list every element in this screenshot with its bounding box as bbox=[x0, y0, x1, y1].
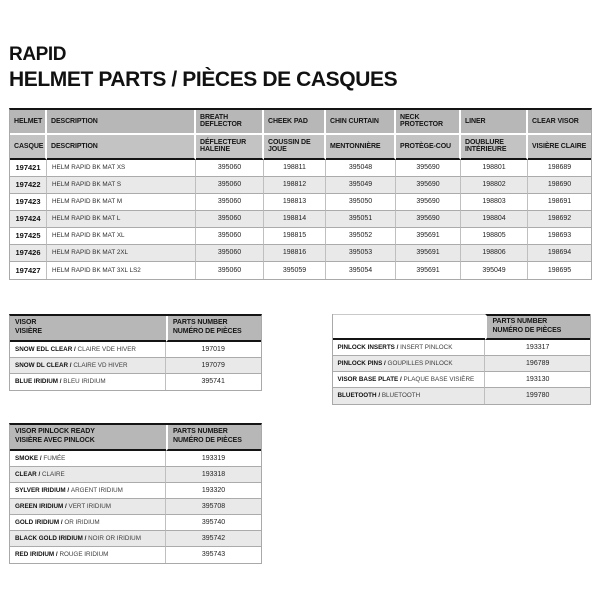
part-label-fr: ROUGE IRIDIUM bbox=[59, 551, 109, 559]
col-header-neck-protector: NECK PROTECTOR bbox=[396, 110, 461, 135]
pinlock-visor-title bbox=[10, 425, 166, 451]
col-header-doublure-interieure: DOUBLURE INTÉRIEURE bbox=[461, 135, 528, 160]
part-label-en: VISOR BASE PLATE bbox=[337, 375, 399, 383]
description-cell: HELM RAPID BK MAT 3XL LS2 bbox=[47, 262, 196, 279]
visor-title-fr: VISIÈRE bbox=[15, 327, 42, 335]
part-label-en: SNOW EDL CLEAR bbox=[15, 345, 73, 353]
part-label-cell bbox=[333, 372, 486, 388]
liner-cell: 198804 bbox=[461, 211, 528, 228]
part-label-cell bbox=[10, 467, 166, 483]
col-header-coussin-de-joue: COUSSIN DE JOUE bbox=[264, 135, 326, 160]
label-separator: / bbox=[82, 534, 89, 542]
label-separator: / bbox=[72, 345, 78, 353]
parts-header-fr: NUMÉRO DE PIÈCES bbox=[173, 436, 242, 444]
label-separator: / bbox=[376, 392, 382, 400]
neck-protector-cell: 395691 bbox=[396, 245, 461, 262]
breath-deflector-cell: 395060 bbox=[196, 160, 264, 177]
part-label-fr: OR IRIDIUM bbox=[64, 518, 100, 526]
chin-curtain-cell: 395051 bbox=[326, 211, 396, 228]
table-row bbox=[10, 245, 591, 262]
liner-cell: 198801 bbox=[461, 160, 528, 177]
pinlock-visor-table bbox=[9, 423, 262, 564]
part-label-fr: INSERT PINLOCK bbox=[400, 343, 453, 351]
part-label-en: CLEAR bbox=[15, 470, 37, 478]
table-row bbox=[10, 467, 261, 483]
helmet-parts-table bbox=[9, 108, 592, 280]
part-label-en: BLUE IRIDIUM bbox=[15, 378, 59, 386]
neck-protector-cell: 395690 bbox=[396, 177, 461, 194]
header-row-fr bbox=[10, 135, 591, 160]
breath-deflector-cell: 395060 bbox=[196, 211, 264, 228]
cheek-pad-cell: 198812 bbox=[264, 177, 326, 194]
clear-visor-cell: 198694 bbox=[528, 245, 591, 262]
part-label-en: BLUETOOTH bbox=[337, 392, 377, 400]
part-number-cell: 193319 bbox=[166, 451, 261, 467]
breath-deflector-cell: 395060 bbox=[196, 245, 264, 262]
part-label-en: PINLOCK PINS bbox=[337, 359, 383, 367]
part-label-cell bbox=[10, 374, 166, 390]
breath-deflector-cell: 395060 bbox=[196, 194, 264, 211]
table-row bbox=[10, 228, 591, 245]
parts-number-header bbox=[166, 425, 261, 451]
accessories-table bbox=[332, 314, 592, 405]
chin-curtain-cell: 395048 bbox=[326, 160, 396, 177]
neck-protector-cell: 395690 bbox=[396, 160, 461, 177]
table-row bbox=[10, 499, 261, 515]
part-number-cell: 193317 bbox=[485, 340, 590, 356]
clear-visor-cell: 198690 bbox=[528, 177, 591, 194]
part-label-en: GOLD IRIDIUM bbox=[15, 518, 60, 526]
label-separator: / bbox=[398, 375, 404, 383]
helmet-number-cell: 197426 bbox=[10, 245, 47, 262]
part-label-en: PINLOCK INSERTS bbox=[337, 343, 395, 351]
part-number-cell: 196789 bbox=[485, 356, 590, 372]
part-label-fr: FUMÉE bbox=[43, 454, 66, 462]
breath-deflector-cell: 395060 bbox=[196, 177, 264, 194]
description-cell: HELM RAPID BK MAT M bbox=[47, 194, 196, 211]
table-row bbox=[10, 160, 591, 177]
neck-protector-cell: 395690 bbox=[396, 211, 461, 228]
parts-number-header bbox=[166, 316, 261, 342]
helmet-number-cell: 197424 bbox=[10, 211, 47, 228]
table-row bbox=[333, 356, 591, 372]
part-label-fr: GOUPILLES PINLOCK bbox=[387, 359, 453, 367]
part-label-fr: CLAIRE VDE HIVER bbox=[77, 345, 136, 353]
helmet-number-cell: 197423 bbox=[10, 194, 47, 211]
col-header-mentonniere: MENTONNIÈRE bbox=[326, 135, 396, 160]
helmet-number-cell: 197425 bbox=[10, 228, 47, 245]
table-row bbox=[10, 194, 591, 211]
label-separator: / bbox=[382, 359, 388, 367]
clear-visor-cell: 198692 bbox=[528, 211, 591, 228]
part-label-en: SNOW DL CLEAR bbox=[15, 361, 69, 369]
table-row bbox=[10, 358, 261, 374]
description-cell: HELM RAPID BK MAT S bbox=[47, 177, 196, 194]
description-cell: HELM RAPID BK MAT L bbox=[47, 211, 196, 228]
chin-curtain-cell: 395049 bbox=[326, 177, 396, 194]
part-label-en: SYLVER IRIDIUM bbox=[15, 486, 66, 494]
part-label-cell bbox=[333, 340, 486, 356]
chin-curtain-cell: 395054 bbox=[326, 262, 396, 279]
table-row bbox=[10, 342, 261, 358]
helmet-number-cell: 197427 bbox=[10, 262, 47, 279]
breath-deflector-cell: 395060 bbox=[196, 262, 264, 279]
description-cell: HELM RAPID BK MAT XL bbox=[47, 228, 196, 245]
part-label-en: RED IRIDIUM bbox=[15, 551, 55, 559]
liner-cell: 395049 bbox=[461, 262, 528, 279]
part-label-fr: BLEU IRIDIUM bbox=[63, 378, 106, 386]
page-title-section: HELMET PARTS / PIÈCES DE CASQUES bbox=[9, 67, 398, 91]
part-number-cell: 395740 bbox=[166, 515, 261, 531]
table-row bbox=[10, 515, 261, 531]
parts-header-en: PARTS NUMBER bbox=[173, 428, 228, 436]
part-label-cell bbox=[333, 356, 486, 372]
part-number-cell: 395741 bbox=[166, 374, 261, 390]
cheek-pad-cell: 198815 bbox=[264, 228, 326, 245]
table-row bbox=[10, 211, 591, 228]
parts-header-en: PARTS NUMBER bbox=[492, 318, 548, 326]
cheek-pad-cell: 198811 bbox=[264, 160, 326, 177]
visor-table-title bbox=[10, 316, 166, 342]
part-label-cell bbox=[10, 451, 166, 467]
table-row bbox=[10, 374, 261, 390]
col-header-liner: LINER bbox=[461, 110, 528, 135]
header-row-en bbox=[10, 110, 591, 135]
col-header-chin-curtain: CHIN CURTAIN bbox=[326, 110, 396, 135]
part-label-fr: VERT IRIDIUM bbox=[68, 502, 111, 510]
header-row bbox=[10, 316, 261, 342]
part-label-cell bbox=[10, 358, 166, 374]
col-header-casque: CASQUE bbox=[10, 135, 47, 160]
part-label-cell bbox=[10, 547, 166, 563]
part-label-en: SMOKE bbox=[15, 454, 39, 462]
label-separator: / bbox=[59, 518, 65, 526]
col-header-description-fr: DESCRIPTION bbox=[47, 135, 196, 160]
label-separator: / bbox=[54, 551, 60, 559]
cheek-pad-cell: 198816 bbox=[264, 245, 326, 262]
part-label-fr: NOIR OR IRIDIUM bbox=[88, 534, 141, 542]
cheek-pad-cell: 395059 bbox=[264, 262, 326, 279]
part-label-cell bbox=[10, 342, 166, 358]
table-row bbox=[10, 451, 261, 467]
part-number-cell: 199780 bbox=[485, 388, 590, 404]
col-header-helmet: HELMET bbox=[10, 110, 47, 135]
chin-curtain-cell: 395050 bbox=[326, 194, 396, 211]
description-cell: HELM RAPID BK MAT XS bbox=[47, 160, 196, 177]
neck-protector-cell: 395690 bbox=[396, 194, 461, 211]
part-label-en: BLACK GOLD IRIDIUM bbox=[15, 534, 83, 542]
part-label-fr: ARGENT IRIDIUM bbox=[70, 486, 123, 494]
table-row bbox=[333, 388, 591, 404]
part-number-cell: 193320 bbox=[166, 483, 261, 499]
visor-title-en: VISOR bbox=[15, 319, 37, 327]
chin-curtain-cell: 395052 bbox=[326, 228, 396, 245]
pinlock-title-fr: VISIÈRE AVEC PINLOCK bbox=[15, 436, 95, 444]
label-separator: / bbox=[58, 378, 64, 386]
part-number-cell: 197079 bbox=[166, 358, 261, 374]
part-label-cell bbox=[10, 483, 166, 499]
label-separator: / bbox=[65, 486, 71, 494]
neck-protector-cell: 395691 bbox=[396, 262, 461, 279]
part-number-cell: 197019 bbox=[166, 342, 261, 358]
liner-cell: 198802 bbox=[461, 177, 528, 194]
empty-header-cell bbox=[333, 314, 486, 340]
col-header-description: DESCRIPTION bbox=[47, 110, 196, 135]
label-separator: / bbox=[63, 502, 69, 510]
part-number-cell: 395708 bbox=[166, 499, 261, 515]
col-header-breath-deflector: BREATH DEFLECTOR bbox=[196, 110, 264, 135]
description-cell: HELM RAPID BK MAT 2XL bbox=[47, 245, 196, 262]
part-number-cell: 193130 bbox=[485, 372, 590, 388]
table-row bbox=[10, 177, 591, 194]
label-separator: / bbox=[38, 454, 44, 462]
table-row bbox=[333, 340, 591, 356]
helmet-number-cell: 197422 bbox=[10, 177, 47, 194]
part-label-cell bbox=[10, 531, 166, 547]
table-row bbox=[10, 547, 261, 563]
part-label-cell bbox=[333, 388, 486, 404]
part-label-fr: CLAIRE VD HIVER bbox=[73, 361, 128, 369]
clear-visor-cell: 198693 bbox=[528, 228, 591, 245]
parts-header-fr: NUMÉRO DE PIÈCES bbox=[172, 327, 242, 335]
part-label-cell bbox=[10, 499, 166, 515]
part-label-fr: PLAQUE BASE VISIÈRE bbox=[403, 375, 475, 383]
parts-header-en: PARTS NUMBER bbox=[172, 319, 228, 327]
table-row bbox=[10, 483, 261, 499]
part-label-fr: CLAIRE bbox=[41, 470, 65, 478]
col-header-deflecteur-haleine: DÉFLECTEUR HALEINE bbox=[196, 135, 264, 160]
breath-deflector-cell: 395060 bbox=[196, 228, 264, 245]
col-header-cheek-pad: CHEEK PAD bbox=[264, 110, 326, 135]
page-title bbox=[9, 44, 591, 92]
part-label-en: GREEN IRIDIUM bbox=[15, 502, 64, 510]
clear-visor-cell: 198691 bbox=[528, 194, 591, 211]
lower-tables-row bbox=[9, 314, 591, 405]
table-row bbox=[333, 372, 591, 388]
label-separator: / bbox=[68, 361, 74, 369]
pinlock-visor-section bbox=[9, 423, 591, 564]
liner-cell: 198806 bbox=[461, 245, 528, 262]
col-header-protege-cou: PROTÈGE-COU bbox=[396, 135, 461, 160]
part-number-cell: 193318 bbox=[166, 467, 261, 483]
part-number-cell: 395743 bbox=[166, 547, 261, 563]
helmet-number-cell: 197421 bbox=[10, 160, 47, 177]
col-header-visiere-claire: VISIÈRE CLAIRE bbox=[528, 135, 591, 160]
chin-curtain-cell: 395053 bbox=[326, 245, 396, 262]
label-separator: / bbox=[36, 470, 42, 478]
cheek-pad-cell: 198813 bbox=[264, 194, 326, 211]
table-row bbox=[10, 531, 261, 547]
col-header-clear-visor: CLEAR VISOR bbox=[528, 110, 591, 135]
clear-visor-cell: 198695 bbox=[528, 262, 591, 279]
neck-protector-cell: 395691 bbox=[396, 228, 461, 245]
label-separator: / bbox=[394, 343, 401, 351]
cheek-pad-cell: 198814 bbox=[264, 211, 326, 228]
parts-number-header bbox=[485, 314, 590, 340]
part-label-fr: BLUETOOTH bbox=[381, 392, 421, 400]
table-row bbox=[10, 262, 591, 279]
page-title-model: RAPID bbox=[9, 44, 67, 65]
header-row bbox=[10, 425, 261, 451]
part-label-cell bbox=[10, 515, 166, 531]
parts-header-fr: NUMÉRO DE PIÈCES bbox=[492, 326, 562, 334]
visor-table bbox=[9, 314, 262, 391]
liner-cell: 198805 bbox=[461, 228, 528, 245]
clear-visor-cell: 198689 bbox=[528, 160, 591, 177]
pinlock-title-en: VISOR PINLOCK READY bbox=[15, 428, 95, 436]
liner-cell: 198803 bbox=[461, 194, 528, 211]
header-row bbox=[333, 314, 591, 340]
part-number-cell: 395742 bbox=[166, 531, 261, 547]
